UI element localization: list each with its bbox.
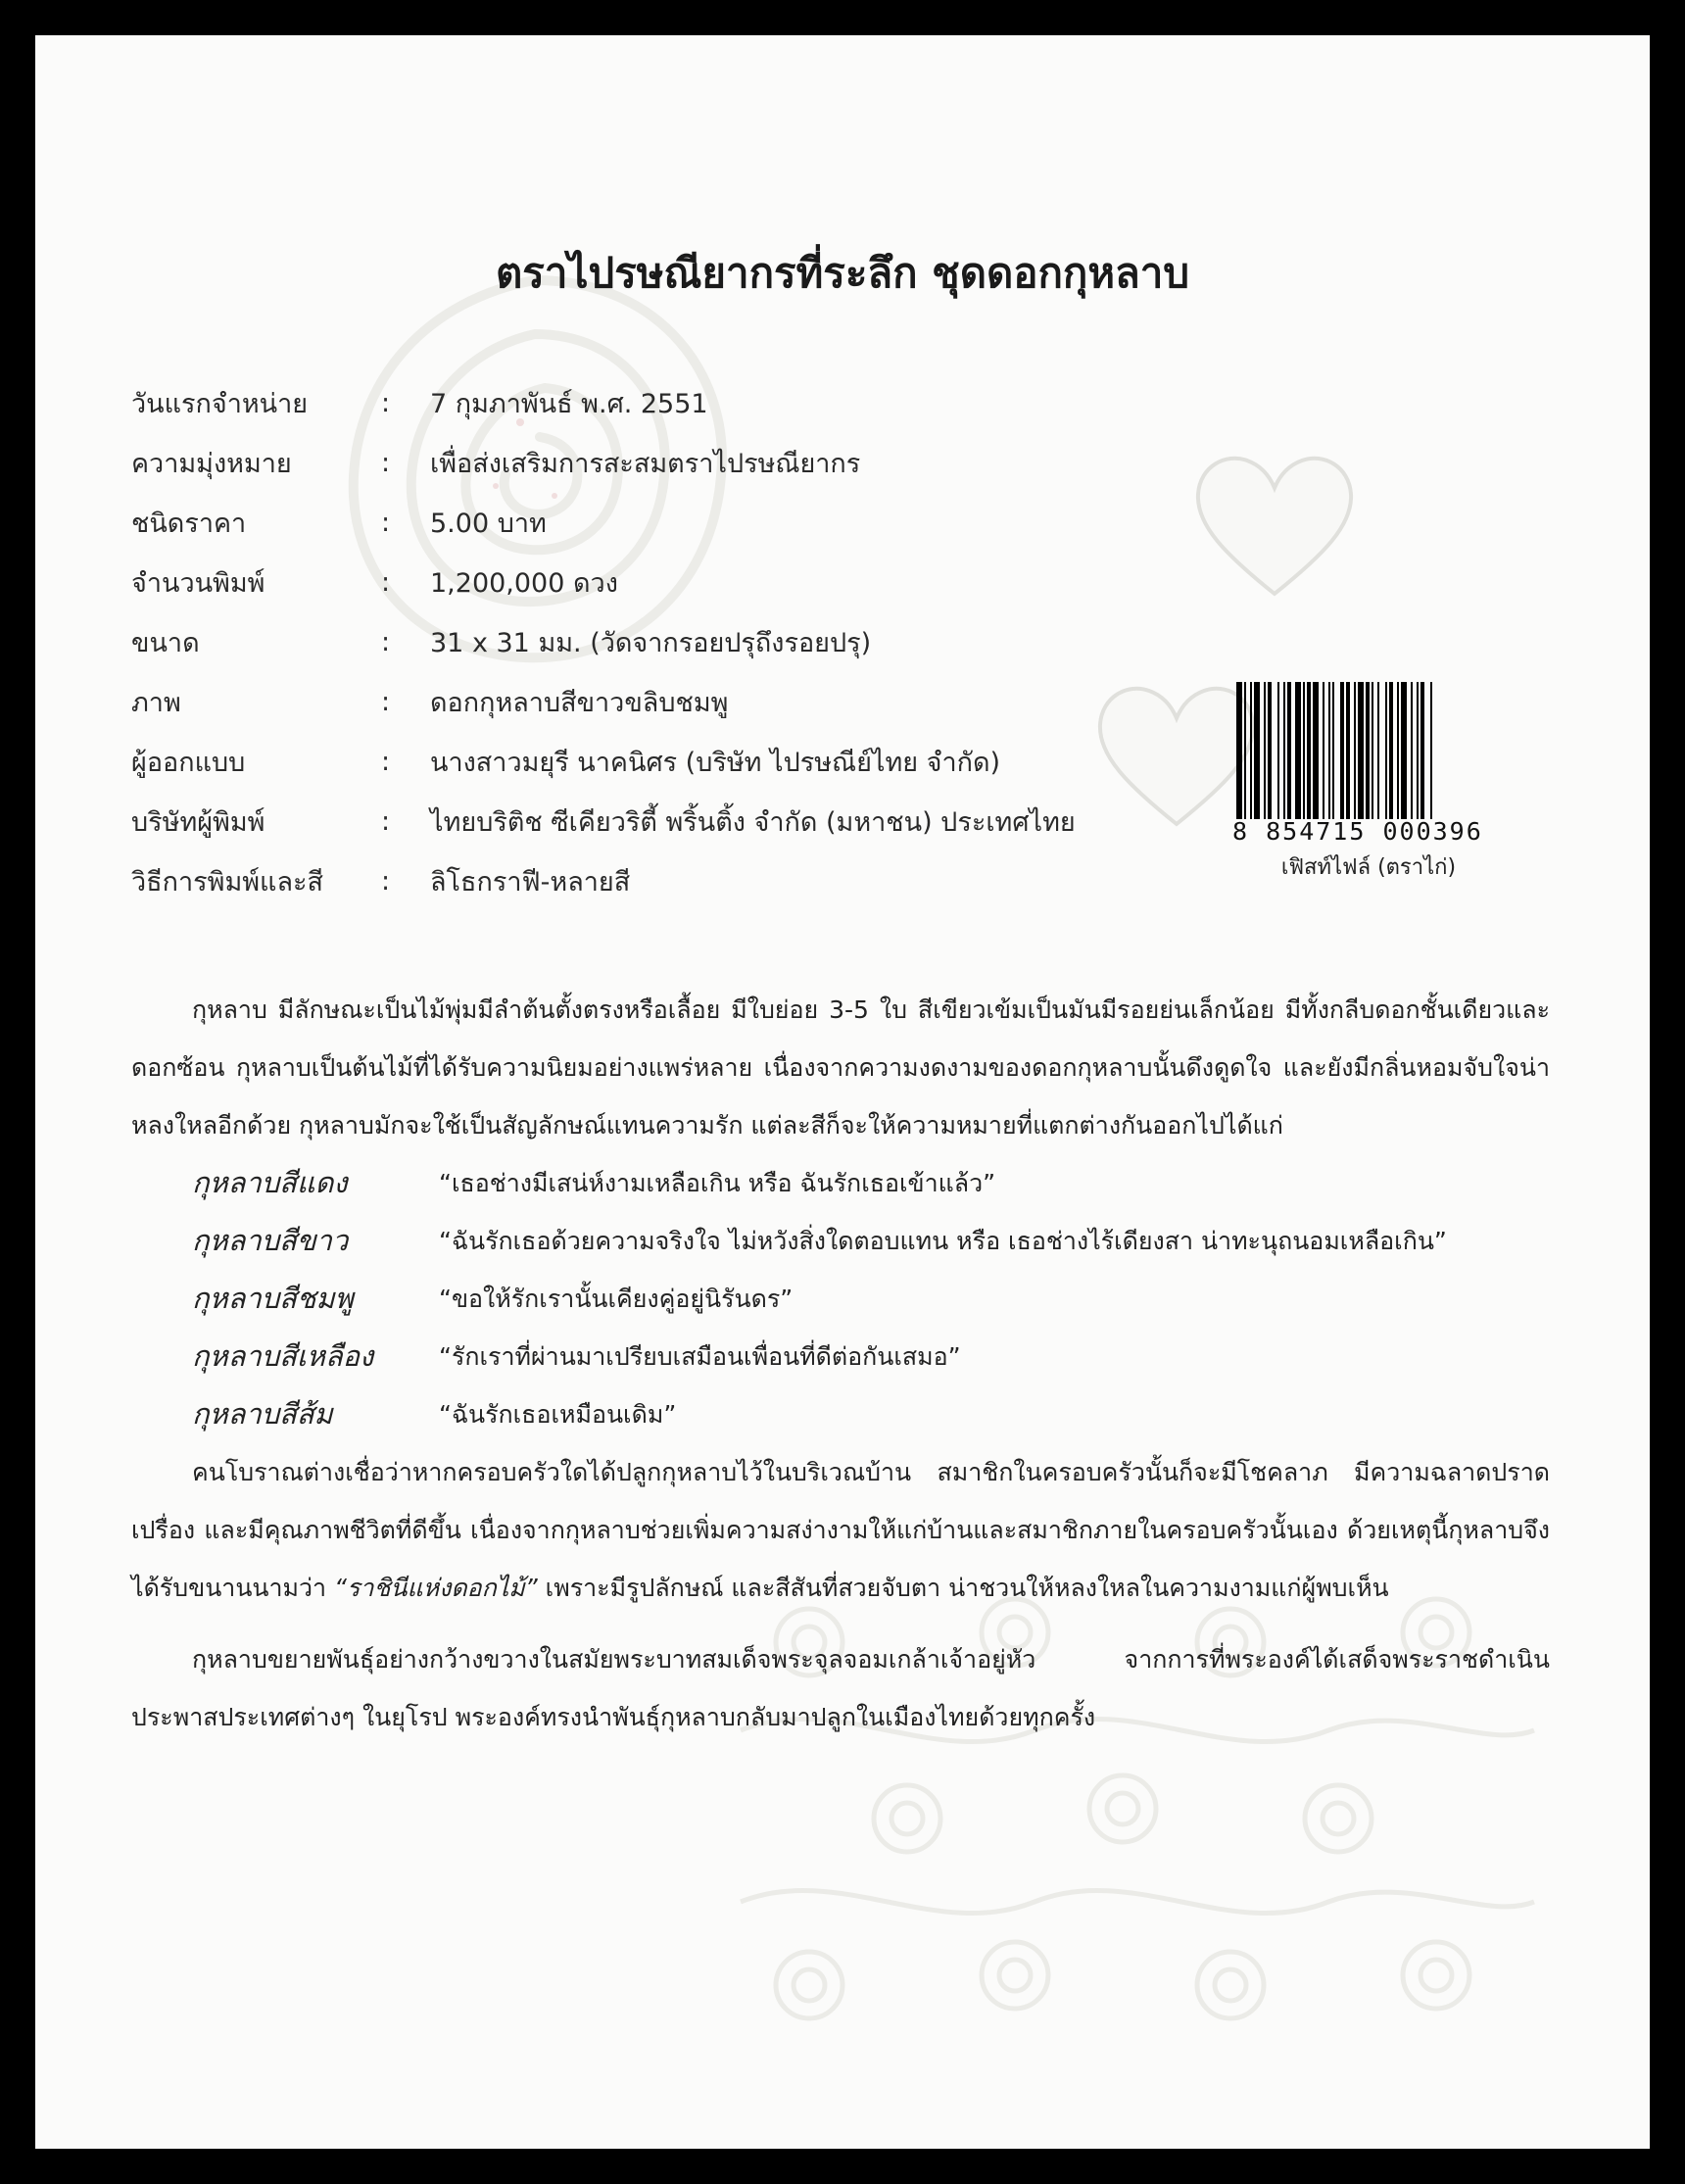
rose-color-name: กุหลาบสีขาว: [192, 1224, 349, 1257]
rose-meaning: “ขอให้รักเรานั้นเคียงคู่อยู่นิรันดร”: [439, 1285, 794, 1313]
info-row-first-day: [131, 373, 1076, 433]
info-row-image: [131, 672, 1076, 732]
history-paragraph: กุหลาบขยายพันธุ์อย่างกว้างขวางในสมัยพระบาทสมเด็จพระจุลจอมเกล้าเจ้าอยู่หัว จากการที่พระองค์ได้เสด็จพระราชดำเนินประพาสประเทศต่างๆ ในยุโรป พระองค์ทรงนำพันธุ์กุหลาบกลับมาปลูกในเมืองไทยด้วยทุกครั้ง: [131, 1645, 1550, 1731]
rose-meaning-row: [131, 1270, 1550, 1328]
info-value: ดอกกุหลาบสีขาวขลิบชมพู: [430, 688, 729, 718]
info-row-designer: [131, 732, 1076, 792]
info-value: เพื่อส่งเสริมการสะสมตราไปรษณียากร: [430, 449, 861, 479]
info-value: นางสาวมยุรี นาคนิศร (บริษัท ไปรษณีย์ไทย จำกัด): [430, 748, 1001, 778]
info-colon: :: [381, 627, 391, 657]
info-label: วันแรกจำหน่าย: [131, 389, 309, 419]
info-row-purpose: [131, 433, 1076, 493]
info-value: ไทยบริติช ซีเคียวริตี้ พริ้นติ้ง จำกัด (มหาชน) ประเทศไทย: [430, 807, 1076, 838]
embossed-heart-icon: [1186, 447, 1363, 604]
info-label: จำนวนพิมพ์: [131, 568, 265, 599]
rose-color-name: กุหลาบสีส้ม: [192, 1397, 333, 1431]
rose-meaning-row: [131, 1385, 1550, 1443]
rose-meaning: “ฉันรักเธอเหมือนเดิม”: [439, 1400, 677, 1429]
rose-meaning: “รักเราที่ผ่านมาเปรียบเสมือนเพื่อนที่ดีต่อกันเสมอ”: [439, 1342, 961, 1371]
info-colon: :: [381, 388, 391, 418]
info-row-quantity: [131, 553, 1076, 612]
info-colon: :: [381, 687, 391, 717]
info-label: บริษัทผู้พิมพ์: [131, 807, 265, 838]
info-label: ชนิดราคา: [131, 509, 247, 539]
info-value: 31 x 31 มม. (วัดจากรอยปรุถึงรอยปรุ): [430, 628, 872, 658]
queen-of-flowers-quote: “ราชินีแห่งดอกไม้”: [334, 1574, 538, 1602]
rose-meaning: “เธอช่างมีเสน่ห์งามเหลือเกิน หรือ ฉันรักเธอเข้าแล้ว”: [439, 1169, 996, 1197]
info-value: ลิโธกราฟี-หลายสี: [430, 867, 631, 898]
info-label: ผู้ออกแบบ: [131, 748, 246, 778]
info-colon: :: [381, 448, 391, 478]
info-colon: :: [381, 806, 391, 837]
page-title: ตราไปรษณียากรที่ระลึก ชุดดอกกุหลาบ: [496, 249, 1189, 297]
info-row-denomination: [131, 493, 1076, 553]
description-body: [131, 981, 1550, 1746]
info-colon: :: [381, 747, 391, 777]
rose-color-name: กุหลาบสีเหลือง: [192, 1339, 374, 1373]
info-row-printing-method: [131, 851, 1076, 911]
rose-color-name: กุหลาบสีชมพู: [192, 1282, 354, 1315]
barcode: [1232, 682, 1493, 884]
info-value: 5.00 บาท: [430, 509, 547, 539]
beliefs-text-end: เพราะมีรูปลักษณ์ และสีสันที่สวยจับตา น่าชวนให้หลงใหลในความงามแก่ผู้พบเห็น: [537, 1574, 1389, 1602]
info-value: 1,200,000 ดวง: [430, 568, 618, 599]
rose-meaning-row: [131, 1154, 1550, 1212]
info-colon: :: [381, 567, 391, 598]
intro-paragraph: กุหลาบ มีลักษณะเป็นไม้พุ่มมีลำต้นตั้งตรงหรือเลื้อย มีใบย่อย 3-5 ใบ สีเขียวเข้มเป็นมันมีรอยย่นเล็กน้อย มีทั้งกลีบดอกชั้นเดียวและดอกซ้อน กุหลาบเป็นต้นไม้ที่ได้รับความนิยมอย่างแพร่หลาย เนื่องจากความงดงามของดอกกุหลาบนั้นดึงดูดใจ และยังมีกลิ่นหอมจับใจน่าหลงใหลอีกด้วย กุหลาบมักจะใช้เป็นสัญลักษณ์แทนความรัก แต่ละสีก็จะให้ความหมายที่แตกต่างกันออกไปได้แก่: [131, 995, 1550, 1140]
rose-meaning: “ฉันรักเธอด้วยความจริงใจ ไม่หวังสิ่งใดตอบแทน หรือ เธอช่างไร้เดียงสา น่าทะนุถนอมเหลือเกิน”: [439, 1227, 1447, 1255]
info-row-size: [131, 612, 1076, 672]
info-label: ภาพ: [131, 688, 181, 718]
stamp-info-table: [131, 373, 1076, 911]
rose-color-name: กุหลาบสีแดง: [192, 1166, 348, 1199]
info-value: 7 กุมภาพันธ์ พ.ศ. 2551: [430, 389, 708, 419]
info-row-printer: [131, 792, 1076, 851]
info-label: ความมุ่งหมาย: [131, 449, 292, 479]
info-label: วิธีการพิมพ์และสี: [131, 867, 323, 898]
barcode-icon: [1232, 682, 1493, 819]
info-colon: :: [381, 866, 391, 897]
beliefs-text: คนโบราณต่างเชื่อว่าหากครอบครัวใดได้ปลูกกุหลาบไว้ในบริเวณบ้าน สมาชิกในครอบครัวนั้นก็จะมีโชคลาภ มีความฉลาดปราดเปรื่อง และมีคุณภาพชีวิตที่ดีขึ้น เนื่องจากกุหลาบช่วยเพิ่มความสง่างามให้แก่บ้านและสมาชิกภายในครอบครัวนั้นเอง ด้วยเหตุนี้กุหลาบจึงได้รับขนานนามว่า: [131, 1458, 1550, 1602]
beliefs-paragraph: [131, 1443, 1550, 1617]
info-label: ขนาด: [131, 628, 200, 658]
info-colon: :: [381, 508, 391, 538]
barcode-number: 8 854715 000396: [1232, 817, 1483, 846]
rose-meaning-row: [131, 1212, 1550, 1270]
barcode-caption: เฟิสท์ไฟล์ (ตราไก่): [1280, 855, 1457, 880]
rose-meaning-row: [131, 1328, 1550, 1385]
commemorative-stamp-leaflet: [35, 35, 1650, 2149]
